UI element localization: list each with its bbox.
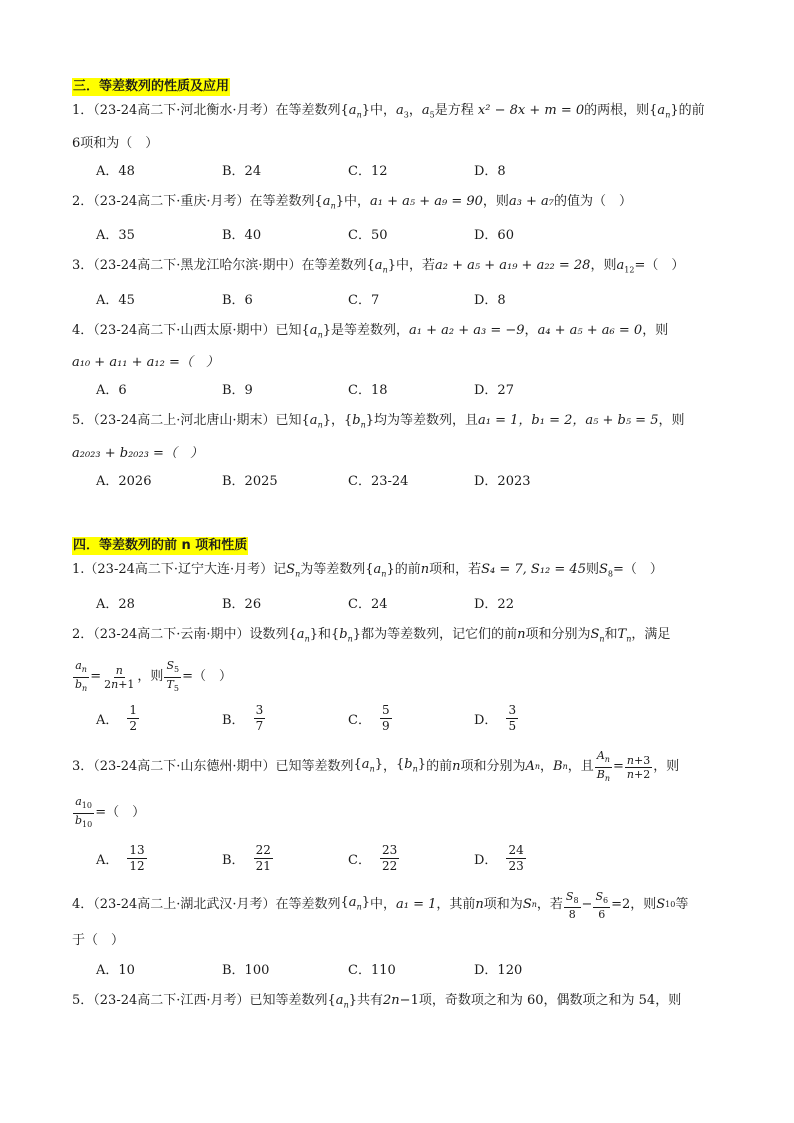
option-b[interactable]: B．40 — [222, 228, 262, 244]
q-text: 1．（23-24高二下·河北衡水·月考）在等差数列 — [72, 103, 341, 118]
option-d[interactable]: D．8 — [474, 292, 506, 308]
question-4-1: 1.（23-24高二下·辽宁大连·月考）记$S_n$为等差数列$\{a_n\}$的前n项和，若S₄ = 7, S₁₂ = 45则$S_8=$（ ） A．28 B．26 C．24 D．22 — [72, 559, 732, 616]
option-b[interactable]: B． $\frac{3}{7}$ — [222, 702, 264, 733]
option-a[interactable]: A．28 — [96, 596, 135, 612]
option-c[interactable]: C．110 — [348, 963, 396, 979]
question-3-5: 5．（23-24高二上·河北唐山·期末）已知$\{a_n\}$，$\{b_n\}$均为等差数列，且a₁ = 1，b₁ = 2，a₅ + b₅ = 5，则 a₂₀₂₃ + b₂₀₂₃ =（ ） A．2026 B．2025 C．23-24 D．2023 — [72, 410, 732, 493]
question-3-1: 1．（23-24高二下·河北衡水·月考）在等差数列$\{a_n\}$中，$a_3$，$a_5$是方程 x² − 8x + m = 0的两根，则$\{a_n\}$的前 6项和为（ ） A．48 B．24 C．12 D．8 — [72, 100, 732, 183]
option-c[interactable]: C．24 — [348, 596, 388, 612]
option-a[interactable]: A． $\frac{1}{2}$ — [96, 702, 138, 733]
option-a[interactable]: A．48 — [96, 163, 135, 179]
question-4-3: 3．（23-24高二下·山东德州·期中）已知等差数列 $\{a_n\}$ ， $\{b_n\}$ 的前 n 项和分别为 A n ， B n ，且 $\frac{A_n}{B_n}$ = $\frac{n+3}{n+2}$ ，则 $\frac{a_{10}}{b_{10}}$ =（ ） A． $\frac{13}{12}$ B． $\frac{22}{21}$ C． $\frac{23}{22}$ D． $\frac{24}{23}$ — [72, 749, 680, 873]
option-d[interactable]: D．8 — [474, 163, 506, 179]
question-4-4: 4．（23-24高二上·湖北武汉·月考）在等差数列 $\{a_n\}$ 中， a₁ = 1 ，其前 n 项和为 S n ，若 $\frac{S_8}{8}$ − $\frac{S_6}{6}$ =2 ，则 S 10 等 于（ ） A．10 B．100 C．110 D．120 — [72, 890, 732, 982]
option-d[interactable]: D．27 — [474, 383, 514, 399]
option-b[interactable]: B．9 — [222, 383, 253, 399]
option-c[interactable]: C．12 — [348, 163, 388, 179]
option-d[interactable]: D．2023 — [474, 473, 531, 489]
option-a[interactable]: A．2026 — [96, 473, 152, 489]
option-a[interactable]: A． $\frac{13}{12}$ — [96, 842, 145, 873]
option-c[interactable]: C．18 — [348, 383, 388, 399]
option-d[interactable]: D． $\frac{3}{5}$ — [474, 702, 517, 733]
document-page — [72, 78, 732, 1017]
question-3-3: 3．（23-24高二下·黑龙江哈尔滨·期中）在等差数列$\{a_n\}$中，若a₂ + a₅ + a₁₉ + a₂₂ = 28，则$a_{12}=$（ ） A．45 B．6 C．7 D．8 — [72, 255, 732, 312]
option-d[interactable]: D．120 — [474, 963, 523, 979]
option-c[interactable]: C．7 — [348, 292, 380, 308]
option-c[interactable]: C． $\frac{5}{9}$ — [348, 702, 390, 733]
option-b[interactable]: B．6 — [222, 292, 253, 308]
option-b[interactable]: B．26 — [222, 596, 262, 612]
option-a[interactable]: A．45 — [96, 292, 135, 308]
question-3-2: 2．（23-24高二下·重庆·月考）在等差数列$\{a_n\}$中，a₁ + a₅ + a₉ = 90，则a₃ + a₇的值为（ ） A．35 B．40 C．50 D．60 — [72, 191, 732, 248]
option-b[interactable]: B． $\frac{22}{21}$ — [222, 842, 271, 873]
question-4-5: 5．（23-24高二下·江西·月考）已知等差数列$\{a_n\}$共有2n−1项，奇数项之和为 60，偶数项之和为 54，则 — [72, 993, 682, 1010]
option-d[interactable]: D．60 — [474, 228, 514, 244]
option-c[interactable]: C．23-24 — [348, 473, 409, 489]
question-3-4: 4．（23-24高二下·山西太原·期中）已知$\{a_n\}$是等差数列，a₁ + a₂ + a₃ = −9，a₄ + a₅ + a₆ = 0，则 a₁₀ + a₁₁ + a₁₂ =（ ） A．6 B．9 C．18 D．27 — [72, 320, 732, 403]
option-a[interactable]: A．35 — [96, 228, 135, 244]
section-4-title: 四．等差数列的前 n 项和性质 — [73, 537, 248, 553]
option-c[interactable]: C．50 — [348, 228, 388, 244]
option-b[interactable]: B．100 — [222, 963, 270, 979]
option-c[interactable]: C． $\frac{23}{22}$ — [348, 842, 398, 873]
question-4-2: 2．（23-24高二下·云南·期中）设数列$\{a_n\}$和$\{b_n\}$都为等差数列，记它们的前n项和分别为$S_n$和$T_n$，满足 $\frac{a_n}{b_n}$ = $\frac{n}{2n+1}$ ，则 $\frac{S_5}{T_5}$ =（ ） A． $\frac{1}{2}$ B． $\frac{3}{7}$ C． $\frac{5}{9}$ D． $\frac{3}{5}$ — [72, 626, 671, 733]
option-a[interactable]: A．6 — [96, 383, 127, 399]
option-d[interactable]: D． $\frac{24}{23}$ — [474, 842, 524, 873]
option-b[interactable]: B．24 — [222, 163, 262, 179]
option-b[interactable]: B．2025 — [222, 473, 278, 489]
option-d[interactable]: D．22 — [474, 596, 514, 612]
section-3-title: 三．等差数列的性质及应用 — [73, 79, 230, 94]
option-a[interactable]: A．10 — [96, 963, 135, 979]
